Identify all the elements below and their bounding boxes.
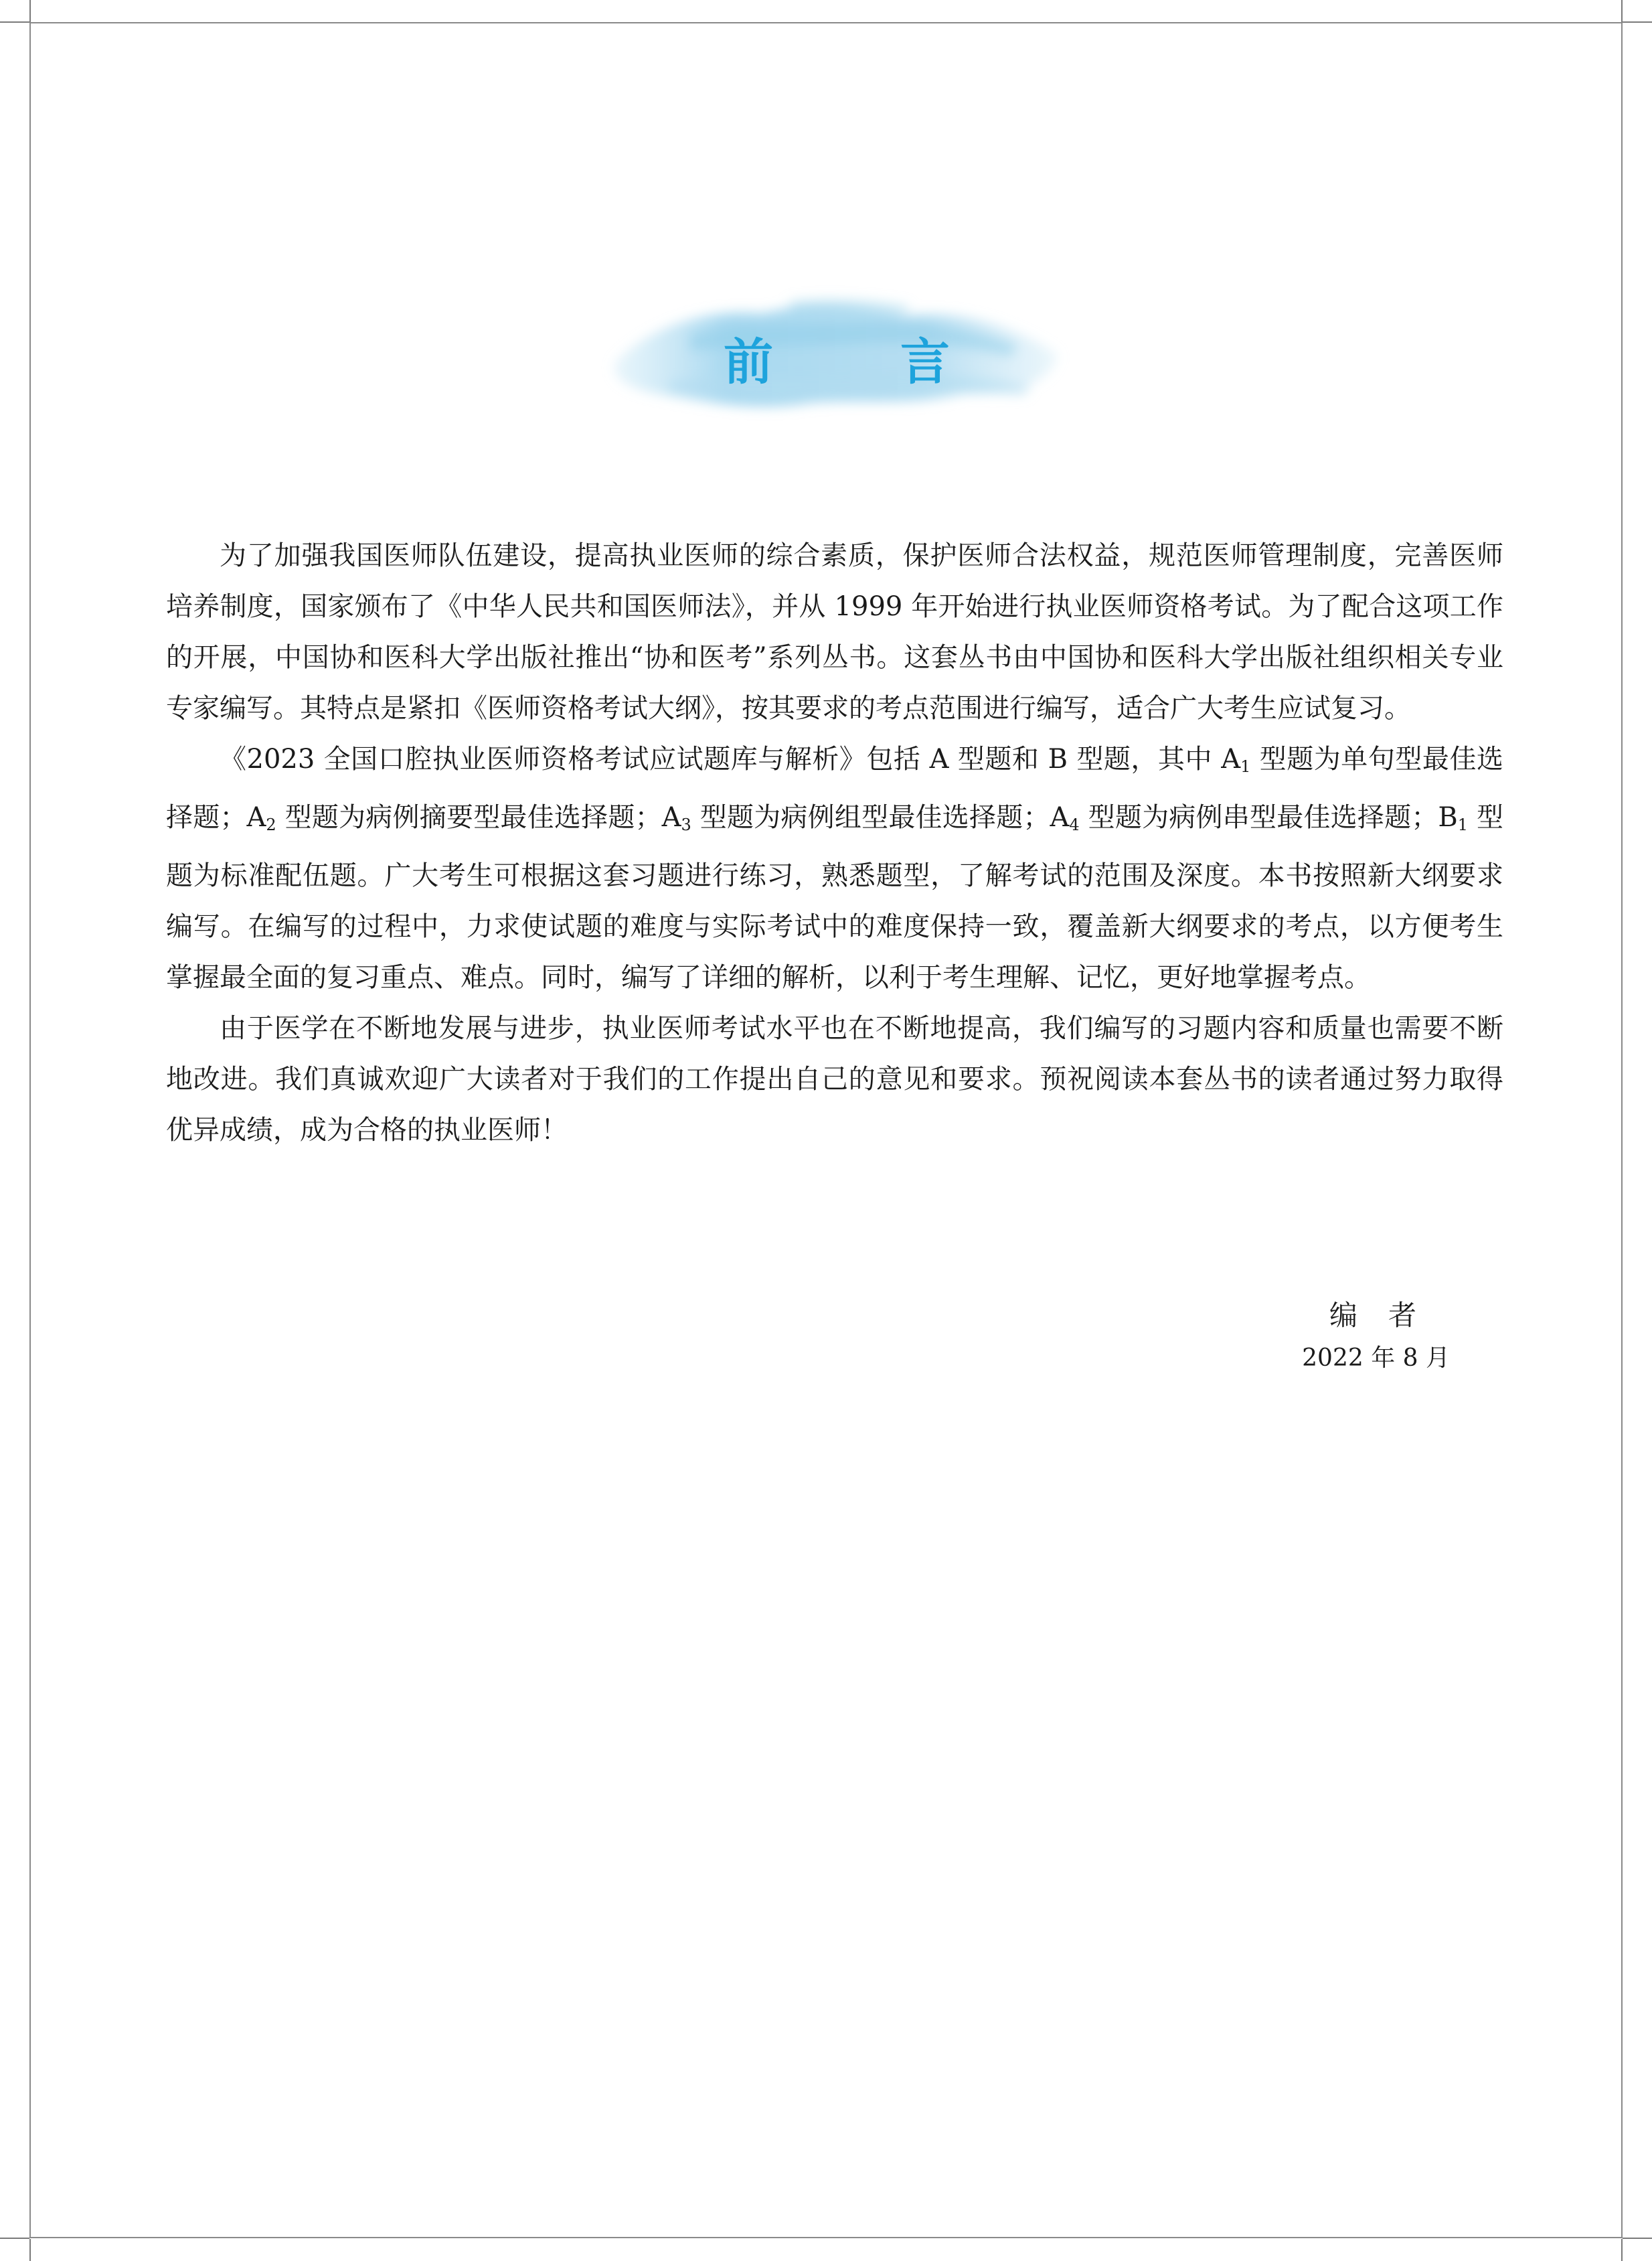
crop-mark-top-right-h — [1623, 21, 1652, 23]
crop-mark-bottom-left-v — [29, 2239, 31, 2261]
preface-body — [166, 530, 1503, 1156]
title-block — [589, 281, 1084, 435]
author-signature: 编者 — [1329, 1299, 1447, 1332]
paragraph-2: 《2023 全国口腔执业医师资格考试应试题库与解析》包括 A 型题和 B 型题，其中 $A_1$ 型题为单句型最佳选择题；$A_2$ 型题为病例摘要型最佳选择题；$A_3$ 型题为病例组型最佳选择题；$A_4$ 型题为病例串型最佳选择题；$B_1$ 型题为标准配伍题。广大考生可根据这套习题进行练习，熟悉题型，了解考试的范围及深度。本书按照新大纲要求编写。在编写的过程中，力求使试题的难度与实际考试中的难度保持一致，覆盖新大纲要求的考点，以方便考生掌握最全面的复习重点、难点。同时，编写了详细的解析，以利于考生理解、记忆，更好地掌握考点。 — [166, 744, 1504, 993]
publication-date: 2022 年 8 月 — [1302, 1344, 1450, 1372]
crop-mark-bottom-right-h — [1623, 2238, 1652, 2239]
page-title: 前言 — [724, 333, 1077, 391]
crop-mark-top-right-v — [1621, 0, 1623, 22]
paragraph-1: 为了加强我国医师队伍建设，提高执业医师的综合素质，保护医师合法权益，规范医师管理制度，完善医师培养制度，国家颁布了《中华人民共和国医师法》，并从 1999 年开始进行执业医师资格考试。为了配合这项工作的开展，中国协和医科大学出版社推出“协和医考”系列丛书。这套丛书由中国协和医科大学出版社组织相关专业专家编写。其特点是紧扣《医师资格考试大纲》，按其要求的考点范围进行编写，适合广大考生应试复习。 — [166, 540, 1503, 724]
crop-mark-bottom-right-v — [1621, 2239, 1623, 2261]
crop-mark-top-left-h — [0, 21, 29, 23]
crop-mark-top-left-v — [29, 0, 31, 22]
paragraph-3: 由于医学在不断地发展与进步，执业医师考试水平也在不断地提高，我们编写的习题内容和质量也需要不断地改进。我们真诚欢迎广大读者对于我们的工作提出自己的意见和要求。预祝阅读本套丛书的读者通过努力取得优异成绩，成为合格的执业医师！ — [166, 1013, 1503, 1146]
crop-mark-bottom-left-h — [0, 2238, 29, 2239]
